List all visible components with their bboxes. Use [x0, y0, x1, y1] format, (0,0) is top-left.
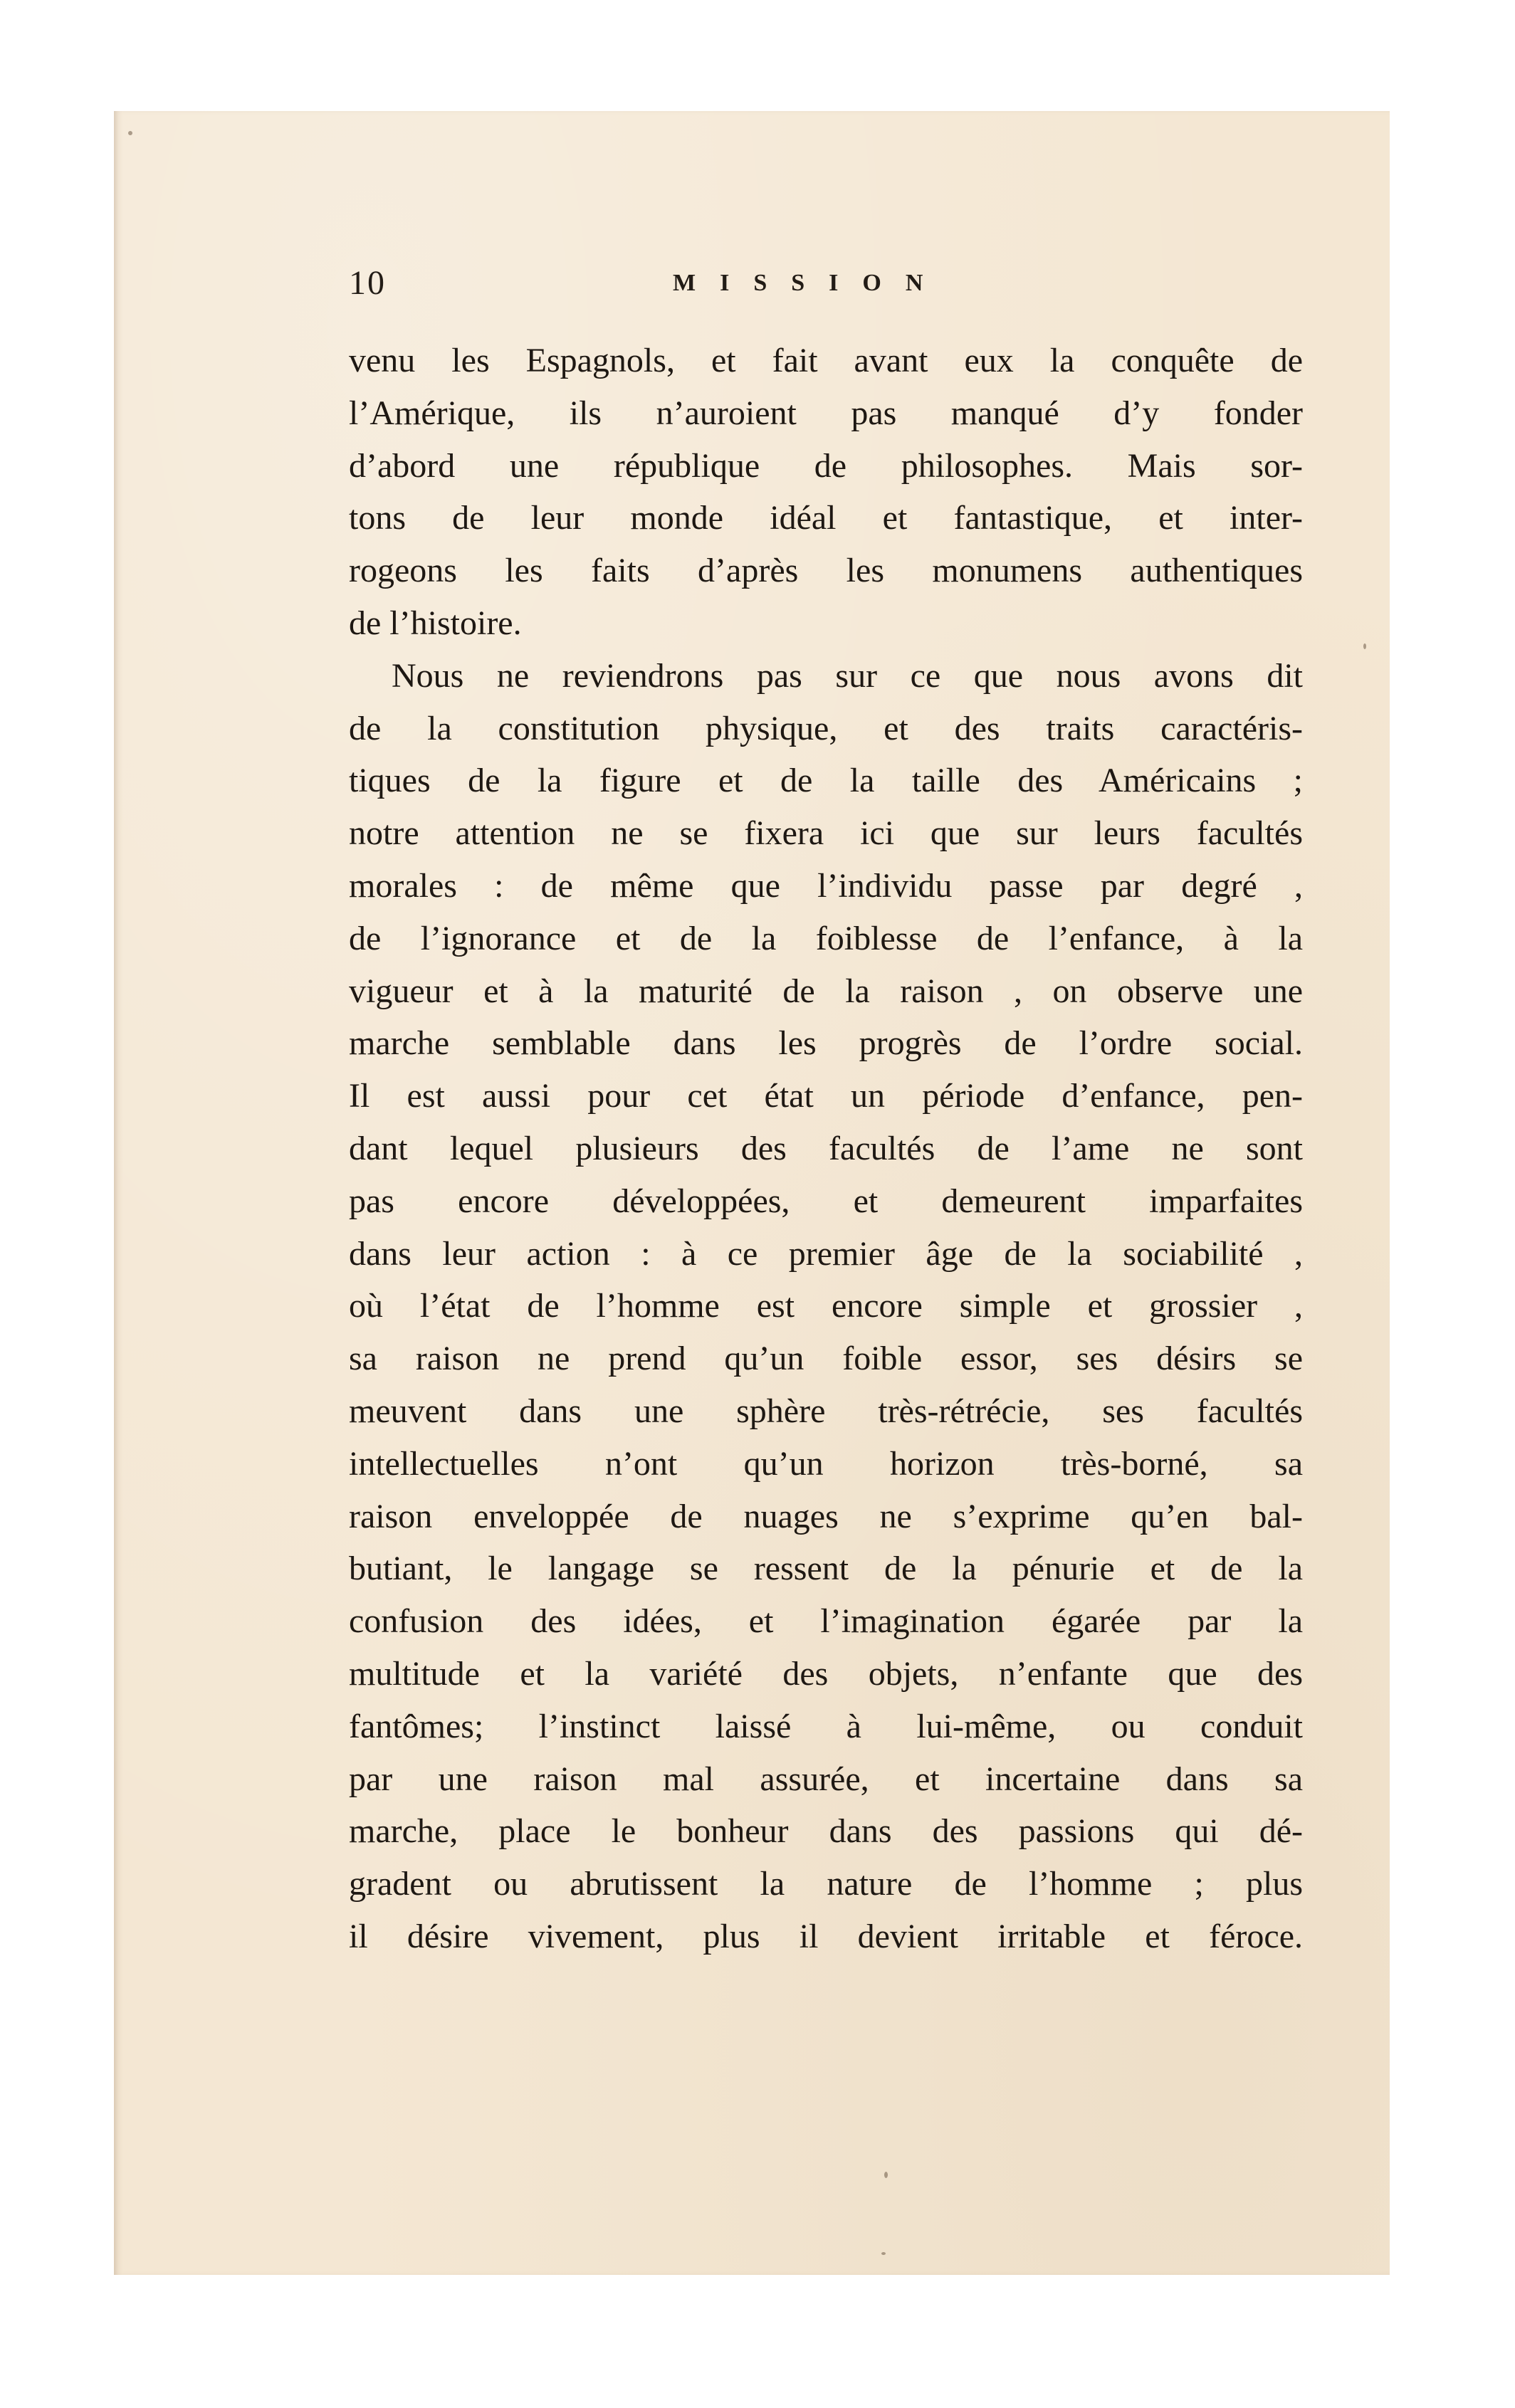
text-line: Il est aussi pour cet état un période d’enfance, pen-: [349, 1077, 1303, 1115]
text-line: gradent ou abrutissent la nature de l’homme ; plus: [349, 1865, 1303, 1903]
ink-speck: [128, 131, 132, 135]
text-line: multitude et la variété des objets, n’enfante que des: [349, 1654, 1303, 1693]
text-line: où l’état de l’homme est encore simple et grossier ,: [349, 1287, 1303, 1325]
text-line: l’Amérique, ils n’auroient pas manqué d’y fonder: [349, 394, 1303, 432]
text-line: tons de leur monde idéal et fantastique, et inter-: [349, 499, 1303, 537]
text-line: rogeons les faits d’après les monumens authentiques: [349, 552, 1303, 590]
paragraph-2: [349, 650, 1303, 1963]
text-line: intellectuelles n’ont qu’un horizon très-borné, sa: [349, 1444, 1303, 1483]
body-text: [349, 335, 1303, 1963]
text-line: fantômes; l’instinct laissé à lui-même, ou conduit: [349, 1707, 1303, 1745]
paragraph-1: [349, 335, 1303, 650]
text-line: Nous ne reviendrons pas sur ce que nous avons dit: [392, 656, 1303, 695]
running-title: MISSION: [673, 270, 948, 296]
page-header: [349, 262, 997, 305]
text-line: butiant, le langage se ressent de la pénurie et de la: [349, 1550, 1303, 1588]
ink-speck: [1363, 643, 1366, 649]
text-line: de l’ignorance et de la foiblesse de l’enfance, à la: [349, 919, 1303, 957]
ink-speck: [884, 2172, 888, 2178]
text-line: sa raison ne prend qu’un foible essor, ses désirs se: [349, 1340, 1303, 1378]
text-line: il désire vivement, plus il devient irritable et féroce.: [349, 1917, 1303, 1955]
text-line: marche semblable dans les progrès de l’ordre social.: [349, 1024, 1303, 1063]
text-line: dant lequel plusieurs des facultés de l’ame ne sont: [349, 1129, 1303, 1167]
text-line: vigueur et à la maturité de la raison , on observe une: [349, 972, 1303, 1010]
text-line: meuvent dans une sphère très-rétrécie, ses facultés: [349, 1392, 1303, 1430]
text-line: dans leur action : à ce premier âge de la sociabilité ,: [349, 1234, 1303, 1273]
text-line: tiques de la figure et de la taille des Américains ;: [349, 762, 1303, 800]
text-line: venu les Espagnols, et fait avant eux la conquête de: [349, 342, 1303, 379]
text-line: de l’histoire.: [349, 604, 522, 642]
text-line: confusion des idées, et l’imagination égarée par la: [349, 1602, 1303, 1641]
page-number: 10: [349, 264, 386, 302]
text-line: d’abord une république de philosophes. Mais sor-: [349, 446, 1303, 485]
text-line: notre attention ne se fixera ici que sur leurs facultés: [349, 814, 1303, 853]
text-line: morales : de même que l’individu passe par degré ,: [349, 866, 1303, 905]
text-line: marche, place le bonheur dans des passions qui dé-: [349, 1812, 1303, 1851]
text-line: de la constitution physique, et des traits caractéris-: [349, 709, 1303, 747]
text-line: par une raison mal assurée, et incertaine dans sa: [349, 1760, 1303, 1798]
ink-speck: [881, 2252, 886, 2255]
text-line: raison enveloppée de nuages ne s’exprime qu’en bal-: [349, 1497, 1303, 1535]
text-line: pas encore développées, et demeurent imparfaites: [349, 1182, 1303, 1220]
